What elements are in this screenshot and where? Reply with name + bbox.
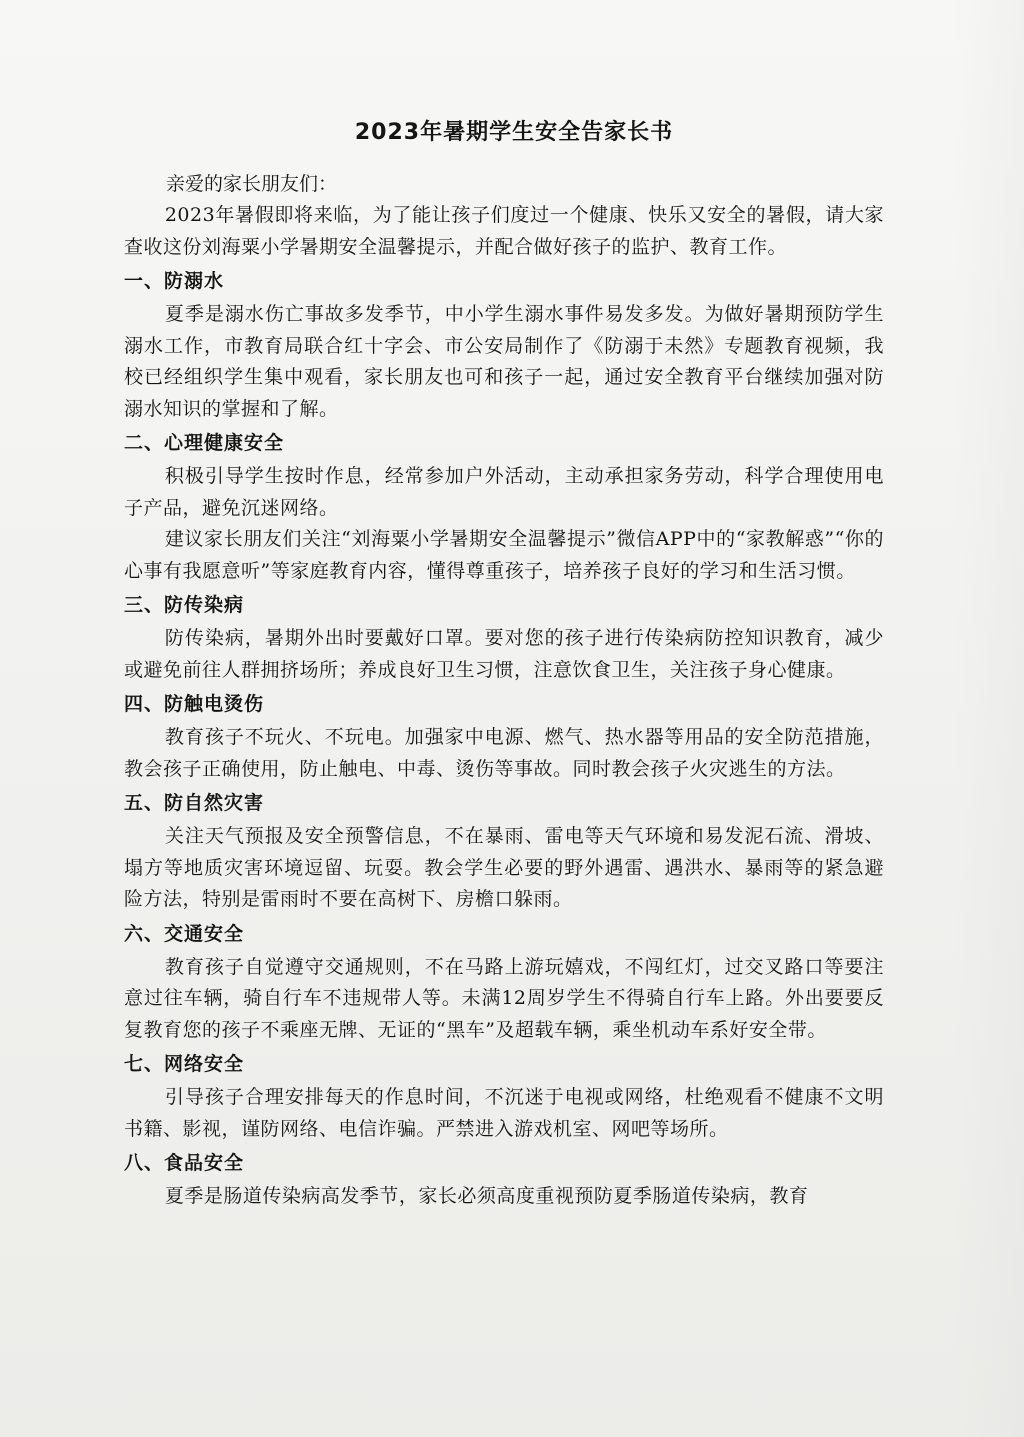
intro-paragraph: 2023年暑假即将来临，为了能让孩子们度过一个健康、快乐又安全的暑假，请大家查收这份刘海粟小学暑期安全温馨提示，并配合做好孩子的监护、教育工作。 [124,204,884,258]
section-heading: 二、心理健康安全 [124,432,285,454]
section-paragraph: 积极引导学生按时作息，经常参加户外活动，主动承担家务劳动，科学合理使用电子产品，避免沉迷网络。 [124,465,884,519]
section-1 [124,265,884,425]
salutation: 亲爱的家长朋友们： [166,173,338,195]
section-5 [124,787,884,916]
section-paragraph: 关注天气预报及安全预警信息，不在暴雨、雷电等天气环境和易发泥石流、滑坡、塌方等地质灾害环境逗留、玩耍。教会学生必要的野外遇雷、遇洪水、暴雨等的紧急避险方法，特别是雷雨时不要在高树下、房檐口躲雨。 [124,825,884,910]
section-paragraph: 引导孩子合理安排每天的作息时间，不沉迷于电视或网络，杜绝观看不健康不文明书籍、影视，谨防网络、电信诈骗。严禁进入游戏机室、网吧等场所。 [124,1086,884,1140]
section-4 [124,688,884,785]
section-paragraph: 教育孩子自觉遵守交通规则，不在马路上游玩嬉戏，不闯红灯，过交叉路口等要注意过往车辆，骑自行车不违规带人等。未满12周岁学生不得骑自行车上路。外出要要反复教育您的孩子不乘座无牌、无证的“黑车”及超载车辆，乘坐机动车系好安全带。 [124,955,884,1041]
section-heading: 三、防传染病 [124,594,245,616]
section-6 [124,918,884,1047]
section-7 [124,1048,884,1145]
section-paragraph: 夏季是肠道传染病高发季节，家长必须高度重视预防夏季肠道传染病，教育 [164,1185,809,1207]
document-title: 2023年暑期学生安全告家长书 [354,120,674,145]
section-heading: 七、网络安全 [124,1053,245,1075]
section-paragraph: 夏季是溺水伤亡事故多发季节，中小学生溺水事件易发多发。为做好暑期预防学生溺水工作，市教育局联合红十字会、市公安局制作了《防溺于未然》专题教育视频，我校已经组织学生集中观看，家长朋友也可和孩子一起，通过安全教育平台继续加强对防溺水知识的掌握和了解。 [124,303,884,420]
section-8 [124,1147,884,1213]
section-heading: 五、防自然灾害 [124,792,265,814]
section-paragraph: 防传染病，暑期外出时要戴好口罩。要对您的孩子进行传染病防控知识教育，减少或避免前往人群拥挤场所；养成良好卫生习惯，注意饮食卫生，关注孩子身心健康。 [124,627,884,681]
section-heading: 一、防溺水 [124,270,225,292]
section-2 [124,427,884,587]
scan-edge-shadow [954,0,1024,1437]
section-paragraph: 教育孩子不玩火、不玩电。加强家中电源、燃气、热水器等用品的安全防范措施，教会孩子正确使用，防止触电、中毒、烫伤等事故。同时教会孩子火灾逃生的方法。 [124,726,884,780]
section-heading: 四、防触电烫伤 [124,693,265,715]
sections-container [124,265,884,1213]
section-heading: 六、交通安全 [124,922,245,945]
section-paragraph: 建议家长朋友们关注“刘海粟小学暑期安全温馨提示”微信APP中的“家教解惑”“你的心事有我愿意听”等家庭教育内容，懂得尊重孩子，培养孩子良好的学习和生活习惯。 [124,528,884,582]
section-heading: 八、食品安全 [124,1152,245,1174]
section-3 [124,589,884,686]
